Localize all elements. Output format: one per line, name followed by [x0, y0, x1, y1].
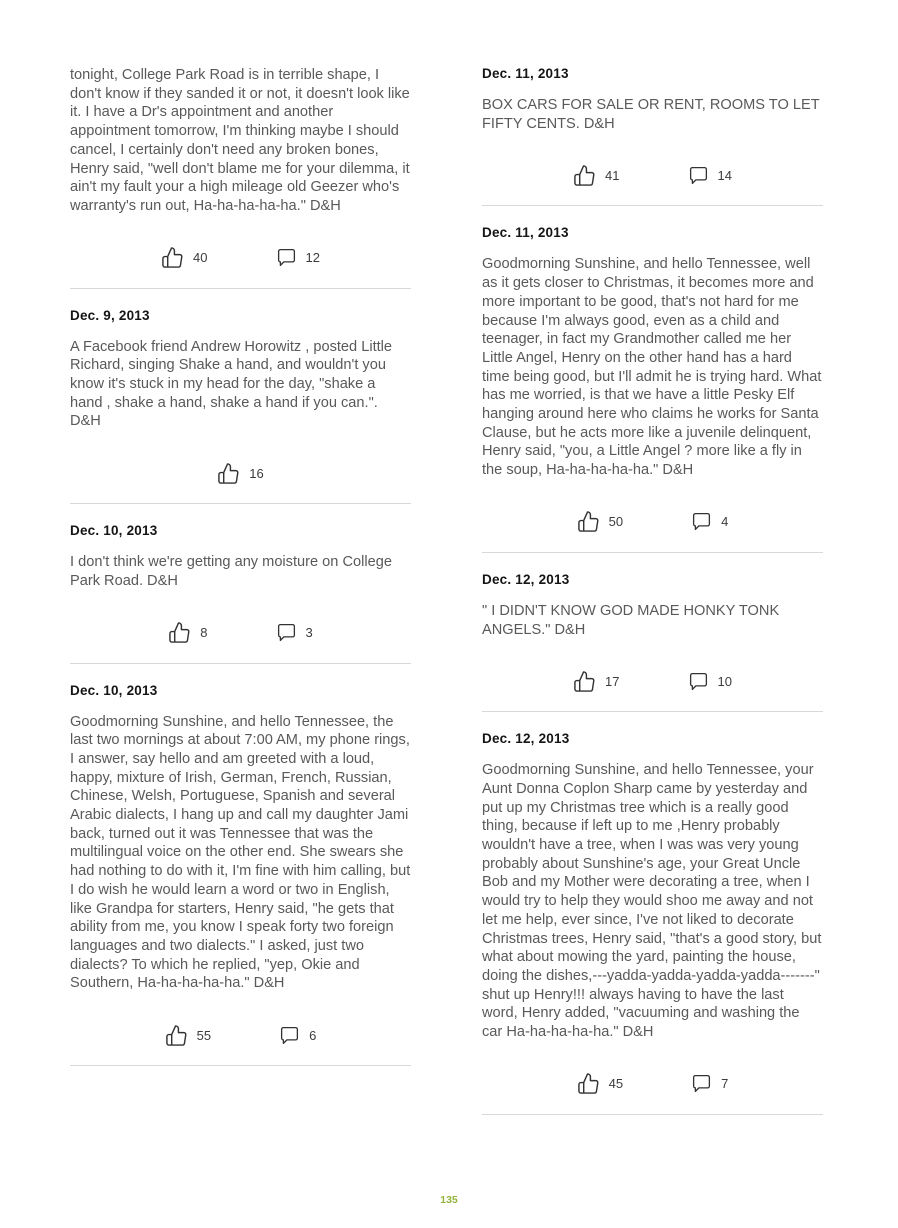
post-text: BOX CARS FOR SALE OR RENT, ROOMS TO LET FIFTY CENTS. D&H	[482, 97, 820, 132]
post-date: Dec. 10, 2013	[70, 682, 158, 698]
post-stats	[70, 1021, 411, 1049]
like-stat	[168, 621, 207, 644]
comment-count: 6	[309, 1027, 317, 1043]
comment-count: 14	[717, 167, 732, 183]
post	[70, 523, 411, 663]
like-stat	[577, 510, 623, 533]
post-stats	[70, 619, 411, 647]
post-text: Goodmorning Sunshine, and hello Tennessee, your Aunt Donna Coplon Sharp came by yesterday and put up my Christmas tree which is a really good thing, because if left up to me ,Henry probably wouldn't have a tree, when I was was very young probably about Sunshine's age, your Great Uncle Bob and my Mother were decorating a tree, when I would try to help they would shoo me away and not let me help, ever since, I've not liked to decorate Christmas trees, Henry said, "that's a good story, but what about mowing the yard, painting the house, doing the dishes,---yadda-yadda-yadda-yadda-------" shut up Henry!!! always having to have the last word, Henry added, "vacuuming and washing the car Ha-ha-ha-ha-ha." D&H	[482, 762, 822, 1041]
like-stat	[577, 1072, 623, 1095]
post-divider	[70, 663, 411, 664]
comment-count: 10	[717, 673, 732, 689]
thumbs-up-icon	[168, 621, 191, 644]
comment-stat	[688, 671, 732, 692]
comment-icon	[688, 165, 709, 186]
page-number: 135	[440, 1194, 458, 1206]
post	[70, 308, 411, 505]
post-stats	[482, 667, 823, 695]
post-text: I don't think we're getting any moisture on College Park Road. D&H	[70, 554, 392, 589]
post-divider	[482, 711, 823, 712]
like-stat	[161, 246, 207, 269]
like-stat	[573, 164, 619, 187]
post	[482, 225, 823, 552]
like-stat	[573, 670, 619, 693]
comment-stat	[691, 1073, 728, 1094]
post	[70, 66, 411, 289]
post-date: Dec. 11, 2013	[482, 225, 569, 241]
like-count: 16	[249, 465, 264, 481]
post-date: Dec. 12, 2013	[482, 731, 570, 747]
thumbs-up-icon	[217, 462, 240, 485]
comment-icon	[691, 511, 712, 532]
comment-icon	[279, 1025, 300, 1046]
comment-stat	[276, 622, 313, 643]
post-stats	[482, 1070, 823, 1098]
post-text: Goodmorning Sunshine, and hello Tennessee, the last two mornings at about 7:00 AM, my phone rings, I answer, say hello and am greeted with a loud, happy, mixture of Irish, German, French, Russian, Chinese, Welsh, Portuguese, Spanish and several Arabic dialects, I hang up and call my daughter Jami back, turned out it was Tennessee that was the multilingual voice on the other end. She swears she had nothing to do with it, I'm fine with him calling, but I do wish he would learn a word or two in English, like Grandpa for starters, Henry said, "he gets that ability from me, you know I speak forty two foreign languages and two dialects." I asked, just two dialects? To which he replied, "yep, Okie and Southern, Ha-ha-ha-ha-ha." D&H	[70, 713, 411, 992]
like-count: 41	[605, 167, 620, 183]
comment-stat	[279, 1025, 316, 1046]
post-divider	[70, 1065, 411, 1066]
thumbs-up-icon	[573, 164, 596, 187]
post-text: Goodmorning Sunshine, and hello Tennessee, well as it gets closer to Christmas, it becomes more and more important to be good, that's not hard for me because I'm always good, even as a child and teenager, in fact my Grandmother called me her Little Angel, Henry on the other hand has a hard time being good, but I'll admit he is trying hard. What has me worried, is that we have a little Pesky Elf hanging around here who claims he works for Santa Clause, but he acts more like a juvenile delinquent, Henry said, "you, a Little Angel ? more like a fly in the soup, Ha-ha-ha-ha-ha." D&H	[482, 256, 822, 479]
like-stat	[217, 462, 263, 485]
post-stats	[70, 459, 411, 487]
comment-stat	[691, 511, 728, 532]
post-date: Dec. 9, 2013	[70, 307, 150, 323]
post	[482, 66, 823, 206]
thumbs-up-icon	[577, 1072, 600, 1095]
thumbs-up-icon	[165, 1024, 188, 1047]
post-date: Dec. 10, 2013	[70, 523, 158, 539]
right-column	[482, 66, 823, 1134]
like-count: 45	[608, 1076, 624, 1092]
post-stats	[482, 161, 823, 189]
left-column	[70, 66, 411, 1134]
post	[482, 572, 823, 712]
post-text: " I DIDN'T KNOW GOD MADE HONKY TONK ANGELS." D&H	[482, 602, 780, 638]
comment-icon	[691, 1073, 712, 1094]
like-count: 40	[193, 250, 208, 266]
comment-stat	[688, 165, 732, 186]
post-stats	[70, 244, 411, 272]
thumbs-up-icon	[573, 670, 596, 693]
post	[70, 683, 411, 1067]
post-divider	[70, 288, 411, 289]
post	[482, 731, 823, 1115]
post-divider	[482, 552, 823, 553]
comment-icon	[276, 247, 297, 268]
post-date: Dec. 12, 2013	[482, 571, 570, 587]
post-divider	[70, 503, 411, 504]
like-stat	[165, 1024, 211, 1047]
post-divider	[482, 1114, 823, 1115]
like-count: 17	[605, 673, 620, 689]
post-stats	[482, 508, 823, 536]
post-text: tonight, College Park Road is in terrible shape, I don't know if they sanded it or not, it doesn't look like it. I have a Dr's appointment and another appointment tomorrow, I'm thinking maybe I should cancel, I certainly don't need any broken bones, Henry said, "well don't blame me for your dilemma, it ain't my fault your a high mileage old Geezer who's warranty's run out, Ha-ha-ha-ha-ha." D&H	[70, 67, 410, 214]
thumbs-up-icon	[577, 510, 600, 533]
comment-count: 7	[721, 1076, 729, 1092]
like-count: 8	[200, 625, 208, 641]
like-count: 50	[608, 514, 624, 530]
comment-count: 12	[305, 250, 320, 266]
post-text: A Facebook friend Andrew Horowitz , posted Little Richard, singing Shake a hand, and wouldn't you know it's stuck in my head for the day, "shake a hand , shake a hand, shake a hand if you can.". D&H	[70, 338, 393, 430]
post-divider	[482, 205, 823, 206]
comment-icon	[688, 671, 709, 692]
thumbs-up-icon	[161, 246, 184, 269]
post-date: Dec. 11, 2013	[482, 66, 569, 81]
like-count: 55	[196, 1027, 212, 1043]
comment-icon	[276, 622, 297, 643]
comment-stat	[276, 247, 320, 268]
comment-count: 4	[721, 514, 729, 530]
comment-count: 3	[305, 625, 313, 641]
